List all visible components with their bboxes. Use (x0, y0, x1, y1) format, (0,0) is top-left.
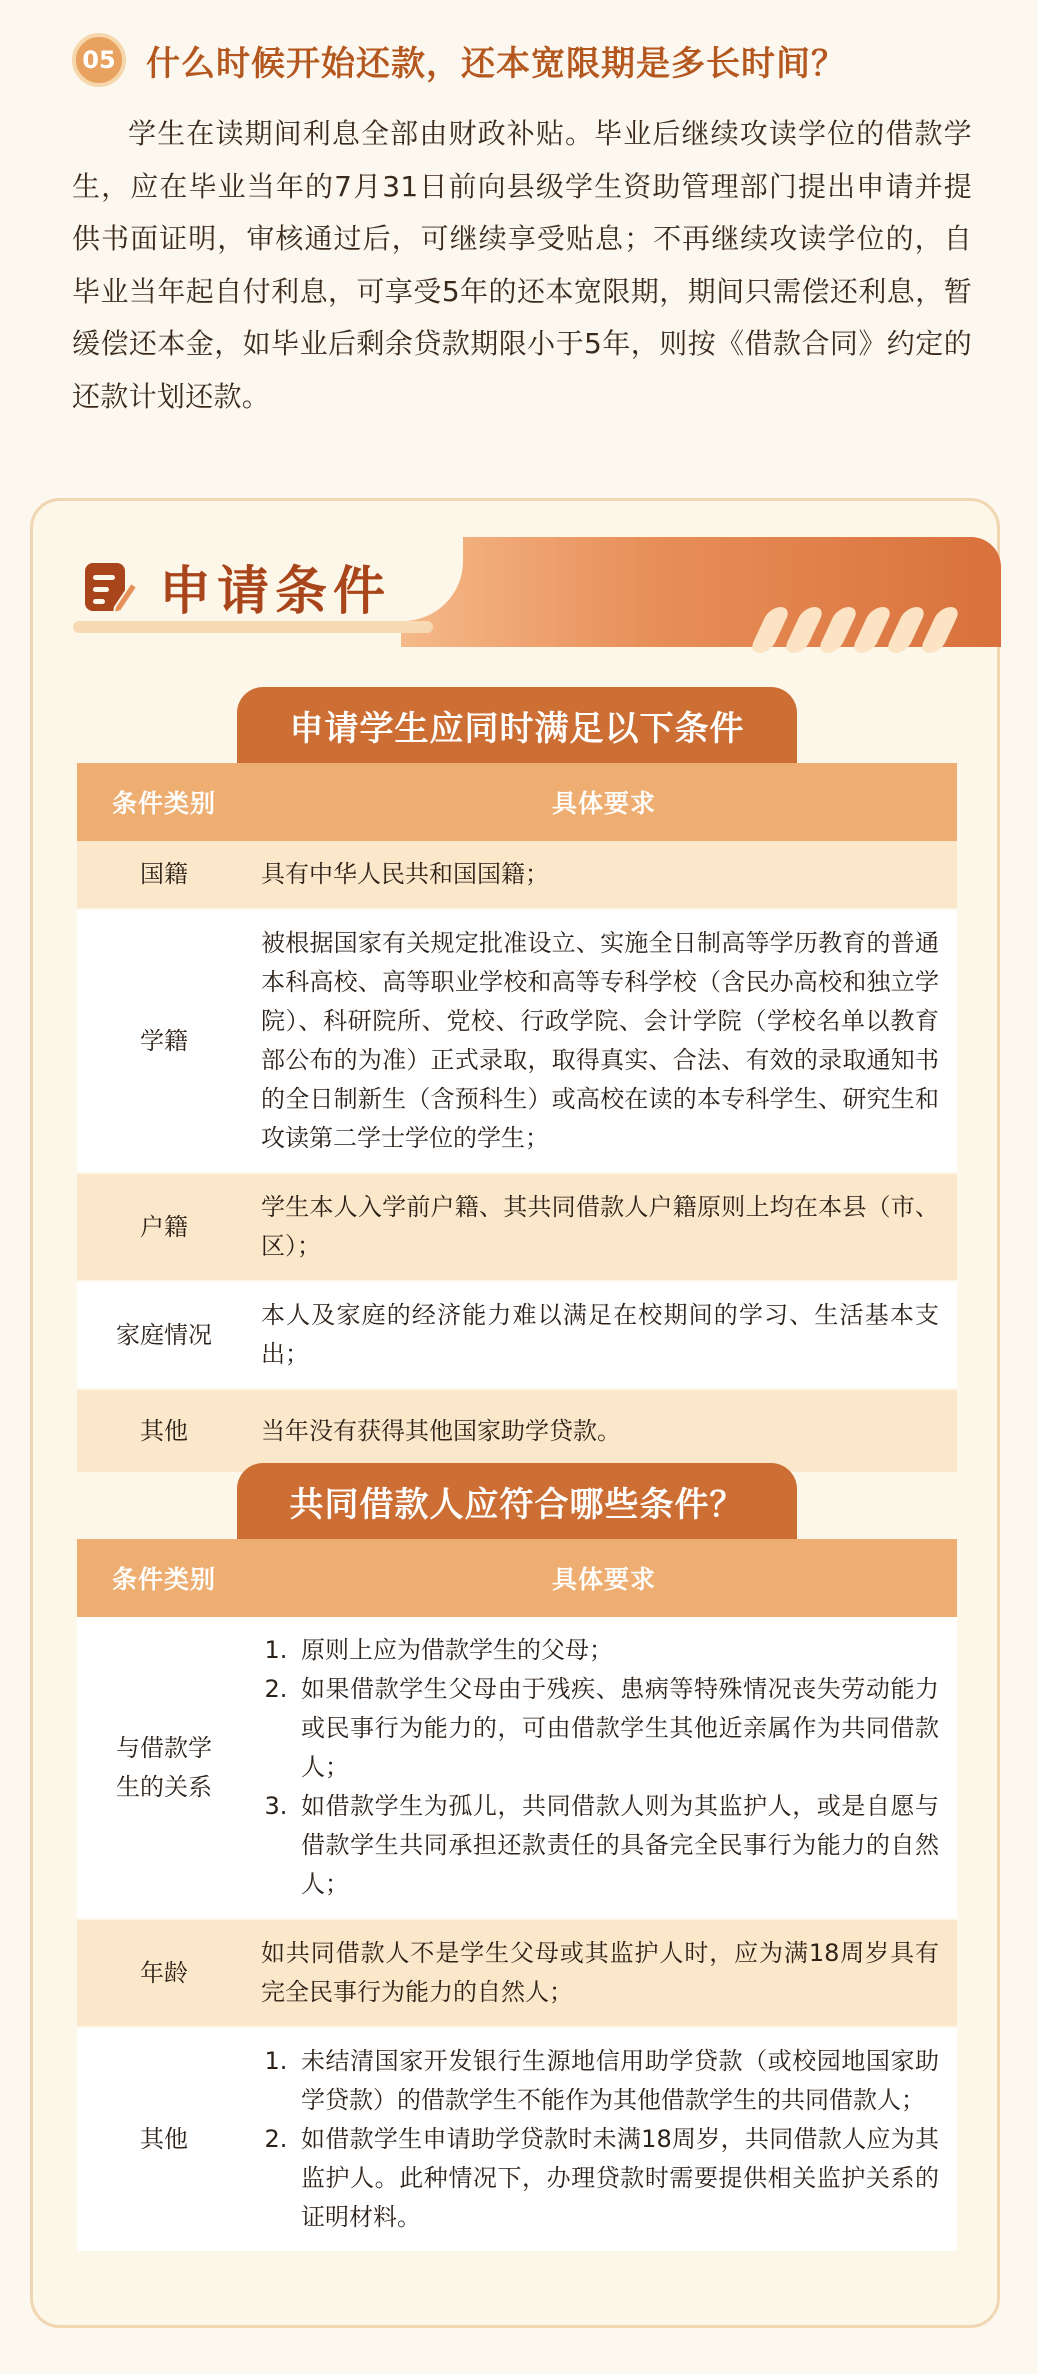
row-requirement (251, 2027, 957, 2252)
header-requirement: 具体要求 (251, 1539, 957, 1617)
section-title: 什么时候开始还款，还本宽限期是多长时间？ (146, 43, 846, 84)
student-conditions-block (77, 687, 957, 1474)
card-title-group (81, 549, 391, 624)
list-item: 1. 未结清国家开发银行生源地信用助学贷款（或校园地国家助学贷款）的借款学生不能作为其他借款学生的共同借款人； (295, 2042, 939, 2120)
row-category: 家庭情况 (77, 1281, 251, 1389)
list-item: 3. 如借款学生为孤儿，共同借款人则为其监护人，或是自愿与借款学生共同承担还款责任的具备完全民事行为能力的自然人； (295, 1787, 939, 1904)
document-pen-icon (81, 557, 141, 617)
row-category: 学籍 (77, 909, 251, 1173)
row-category: 其他 (77, 1389, 251, 1473)
card-title: 申请条件 (159, 562, 392, 622)
application-conditions-card (30, 498, 1000, 2328)
table-row (77, 1919, 957, 2027)
row-category: 国籍 (77, 841, 251, 909)
row-requirement: 如共同借款人不是学生父母或其监护人时，应为满18周岁具有完全民事行为能力的自然人； (251, 1919, 957, 2027)
table-row (77, 909, 957, 1173)
row-requirement: 当年没有获得其他国家助学贷款。 (251, 1389, 957, 1473)
header-requirement: 具体要求 (251, 763, 957, 841)
row-category: 其他 (77, 2027, 251, 2252)
list-item: 2. 如借款学生申请助学贷款时未满18周岁，共同借款人应为其监护人。此种情况下，办理贷款时需要提供相关监护关系的证明材料。 (295, 2120, 939, 2237)
other-list (261, 2042, 939, 2237)
row-requirement: 被根据国家有关规定批准设立、实施全日制高等学历教育的普通本科高校、高等职业学校和高等专科学校（含民办高校和独立学院）、科研院所、党校、行政学院、会计学院（学校名单以教育部公布的为准）正式录取，取得真实、合法、有效的录取通知书的全日制新生（含预科生）或高校在读的本专科学生、研究生和攻读第二学士学位的学生； (251, 909, 957, 1173)
section-05 (72, 30, 972, 423)
section-number-badge: 05 (72, 33, 126, 87)
table-row (77, 1617, 957, 1919)
row-category: 与借款学生的关系 (77, 1617, 251, 1919)
list-item: 2. 如果借款学生父母由于残疾、患病等特殊情况丧失劳动能力或民事行为能力的，可由借款学生其他近亲属作为共同借款人； (295, 1670, 939, 1787)
header-category: 条件类别 (77, 1539, 251, 1617)
row-requirement: 学生本人入学前户籍、其共同借款人户籍原则上均在本县（市、区）； (251, 1173, 957, 1281)
table-row (77, 1173, 957, 1281)
decorative-stripes (759, 607, 951, 653)
table-row (77, 1389, 957, 1473)
student-conditions-table (77, 763, 957, 1474)
card-header-bar (401, 537, 1001, 647)
student-conditions-tab: 申请学生应同时满足以下条件 (237, 687, 797, 763)
co-borrower-conditions-table (77, 1539, 957, 2253)
table-row (77, 2027, 957, 2252)
section-paragraph: 学生在读期间利息全部由财政补贴。毕业后继续攻读学位的借款学生，应在毕业当年的7月31日前向县级学生资助管理部门提出申请并提供书面证明，审核通过后，可继续享受贴息；不再继续攻读学位的，自毕业当年起自付利息，可享受5年的还本宽限期，期间只需偿还利息，暂缓偿还本金，如毕业后剩余贷款期限小于5年，则按《借款合同》约定的还款计划还款。 (72, 117, 972, 413)
row-category: 户籍 (77, 1173, 251, 1281)
list-item: 1. 原则上应为借款学生的父母； (295, 1631, 939, 1670)
co-borrower-conditions-tab: 共同借款人应符合哪些条件？ (237, 1463, 797, 1539)
co-borrower-conditions-block (77, 1463, 957, 2253)
row-requirement: 具有中华人民共和国国籍； (251, 841, 957, 909)
row-requirement: 本人及家庭的经济能力难以满足在校期间的学习、生活基本支出； (251, 1281, 957, 1389)
relation-list (261, 1631, 939, 1904)
table-row (77, 1281, 957, 1389)
table-row (77, 841, 957, 909)
row-category: 年龄 (77, 1919, 251, 2027)
row-requirement (251, 1617, 957, 1919)
section-05-header (72, 30, 972, 90)
header-category: 条件类别 (77, 763, 251, 841)
